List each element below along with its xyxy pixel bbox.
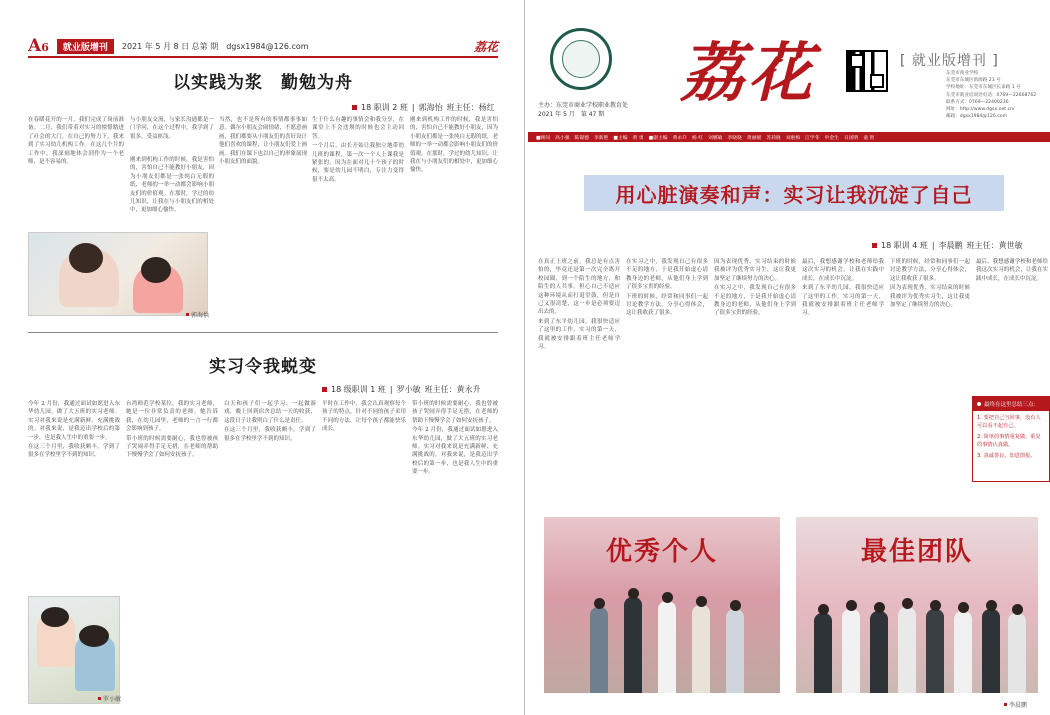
header-logo: 荔花 [473, 39, 498, 54]
email: dgsx1984@126.com [226, 41, 309, 51]
article1-photo-caption: 郭海怡 [186, 310, 209, 319]
article2-photo [28, 596, 120, 704]
school-emblem-icon [550, 28, 612, 90]
article2-col1: 今年 2 月份，我通过面试如愿进入东华幼儿园，做了大五班的实习老师。实习对我来说是充满新鲜、充满挑战的。对我来说，是我迈出学校后的第一步，也是我人生中的重要一步。 在这三个月里，我收获颇丰。学到了很多在学校里学不到的知识。 [28, 401, 120, 459]
summary-item: 3. 真诚善良，知恩图报。 [977, 453, 1036, 459]
article-col2: 在实习之中，我发现自己有很多不足的地方，于是我开始虚心请教身边的老师，从他们身上学到了很多宝贵的经验。 下班的时候，经常和同事们一起讨论教学方法，分享心得体会，这让我收获了很多。 [626, 259, 708, 317]
photo-person [870, 611, 888, 693]
article2-title: 实习令我蜕变 [209, 357, 317, 377]
article2-col4: 平时在工作中，我会认真观察每个孩子的特点，针对不同的孩子采用不同的方法，让每个孩子都能快乐成长。 [322, 401, 406, 433]
qr-code-icon [846, 50, 888, 92]
article1-col4: 生于什么有趣的事情会和我分享，在课堂上不会违规的时候也会主动回答。 一个月后，由长开始让我独立地带幼儿班的课程，第一次一个人上课我是紧张的，因为在面对几十个孩子的时候，要是幼儿园不明白，专注力变得很不太高。 [312, 117, 404, 183]
photo-person [842, 609, 860, 693]
photo-person [692, 605, 710, 693]
photo-best-team [796, 517, 1038, 693]
article1-col3: 当然，也不是所有的事情都事事如意。偶尔小朋友会闹情绪，不愿意画画，我们都要从小朋友们的喜好设计他们喜欢的课程，让小朋友们爱上画画。我们在课下也以自己的形象展现小朋友们的面貌。 [219, 117, 307, 166]
photo-person [954, 611, 972, 693]
photo-person-head [958, 602, 969, 613]
page-number: A6 [28, 36, 49, 56]
photo-person-head [594, 598, 605, 609]
photo-figure-hair [41, 607, 69, 627]
byline-marker-icon [322, 387, 327, 392]
contact-info: 东莞市商业学校 东莞市东城区新源路 23 号 学校地址：东莞市东城区长泰路 1 号 东莞市就业培训处电话：0769—22668762 联系方式：0769—22400236 网址：http://www.dgsx.net.cn/ 邮箱：dgsx1984@126.com [946, 71, 1037, 120]
article1-byline: 18 职训 2 班 | 郭海怡 班主任：杨红 [352, 102, 495, 113]
issue-line: 2021 年 5 月 第 47 期 [538, 111, 605, 118]
photo-person-head [930, 600, 941, 611]
photo-label: 优秀个人 [605, 537, 718, 567]
article-title: 用心脏演奏和声：实习让我沉淀了自己 [584, 175, 1004, 211]
byline-marker-icon [872, 243, 877, 248]
sponsor-line: 主办：东莞市商业学校职业教育处 [538, 102, 629, 109]
article2-photo-caption: 罗小敏 [98, 694, 121, 703]
article1-col1: 在春暖花开的一月，我们完成了岗前准备。二月，我们带着对实习的憧憬踏进了社会的大门，在自己的努力下，我来到了实习幼儿机构工作。在这几个月的工作中，我深刻地体会到作为一个老师，是不容易的。 [28, 117, 124, 166]
photo-figure-teacher-hair [79, 625, 109, 647]
summary-heading: 最终在这里总结三点： [973, 397, 1049, 411]
photo-person-head [986, 600, 997, 611]
section-label: 就业版增刊 [57, 39, 114, 54]
photo-person-head [628, 588, 639, 599]
photo-person [1008, 613, 1026, 693]
summary-item: 2. 简单的事情重复做，重复的事情认真做。 [977, 434, 1041, 448]
article1-col2b: 刚来到机构工作的时候，我是害怕的，害怕自己不能教好小朋友，因为小朋友们都是一张纯白无瑕的纸，老师的一举一动都会影响小朋友们的价值观。在那时，学过的幼儿知识，让我在与小朋友们的相处中，更加细心愉快。 [130, 157, 214, 214]
article-col6: 最后，我想感谢学校和老师给我这次实习的机会，让我在实践中成长，在成长中沉淀。 [976, 259, 1048, 282]
photo-person [982, 609, 1000, 693]
caption-marker-icon [1004, 703, 1007, 706]
header-rule [28, 56, 498, 58]
masthead [528, 0, 1050, 132]
bullet-icon [977, 402, 981, 406]
caption-marker-icon [186, 313, 189, 316]
photo-person [726, 609, 744, 693]
caption-marker-icon [98, 697, 101, 700]
photo-figure-hair [69, 243, 103, 273]
photo-person [926, 609, 944, 693]
article1-col5: 刚来到机构工作的时候，我是害怕的，害怕自己不能教好小朋友，因为小朋友们都是一张纯白无瑕的纸，老师的一举一动都会影响小朋友们的价值观。在那时，学过的幼儿知识，让我在与小朋友们的相处中，更加细心愉快。 [410, 117, 498, 174]
photo-person [658, 601, 676, 693]
photo-person-head [874, 602, 885, 613]
summary-box [972, 396, 1050, 482]
masthead-brand: 荔花 [680, 36, 816, 111]
photo-person-head [902, 598, 913, 609]
editorial-bar: ■顾问 高小强 陈锦德 李新艳 ■主编 黄 勇 ■副主编 黄永升 杨 红 刘娜敏 李晓晓 黄丽媛 苏莉晓 刘惠梅 江学冬 申金生 日国明 童 智 [528, 132, 1050, 142]
article-col4: 最后，我想感谢学校和老师给我这次实习的机会，让我在实践中成长，在成长中沉淀。 来到了东平幼儿园，我很快适应了这里的工作。实习的第一天，我就被安排跟着班主任老师学习。 [802, 259, 884, 317]
photo-person [590, 607, 608, 693]
article-col5: 下班的时候，经常和同事们一起讨论教学方法，分享心得体会，这让我收获了很多。 因为表现优秀，实习结束的时候我被评为优秀实习生，这让我更加坚定了继续努力的决心。 [890, 259, 970, 309]
photo-person [624, 597, 642, 693]
photo-person-head [730, 600, 741, 611]
photo-person [814, 613, 832, 693]
photo-person-head [696, 596, 707, 607]
article2-col2: 台湾师范学校某位，我的实习老师，她是一位非常负责的老师。她告诉我，在幼儿园里，老师的一言一行都会影响到孩子。 带小班的时候需要耐心，我也曾被孩子哭闹弄得手足无措，在老师的帮助下慢慢学会了如何安抚孩子。 [126, 401, 218, 459]
article2-col5: 带小班的时候需要耐心，我也曾被孩子哭闹弄得手足无措，在老师的帮助下慢慢学会了如何安抚孩子。 今年 2 月份，我通过面试如愿进入东华幼儿园，做了大五班的实习老师。实习对我来说是充满新鲜、充满挑战的。对我来说，是我迈出学校后的第一步，也是我人生中的重要一步。 [412, 401, 498, 476]
edition-label: [ 就业版增刊 ] [900, 53, 999, 69]
summary-item: 1. 要把自己当回事，没有人可以看不起自己。 [977, 415, 1041, 429]
date-line: 2021 年 5 月 8 日 总第 期 [121, 41, 219, 51]
photo-caption: 李晨鹏 [1004, 700, 1027, 709]
article1-photo [28, 232, 208, 316]
photo-person [898, 607, 916, 693]
article2-col3: 白天和孩子们一起学习、一起做游戏，晚上回到宿舍总结一天的收获，这段日子让我明白了什么是责任。 在这三个月里，我收获颇丰。学到了很多在学校里学不到的知识。 [224, 401, 316, 442]
article1-title: 以实践为浆 勤勉为舟 [173, 73, 353, 93]
photo-person-head [818, 604, 829, 615]
article-col1: 在真正上班之前，我总是有点害怕的，毕竟还是第一次完全离开校园圈，到一个陌生的地方，和陌生的人共事。担心自己不适应这种环境从而打退堂鼓，但是自己又很清楚，这一步是必须要迈出去的。 来到了东平幼儿园，我很快适应了这里的工作。实习的第一天，我就被安排跟着班主任老师学习。 [538, 259, 620, 351]
article2-byline: 18 级职训 1 班 | 罗小敏 班主任：黄永升 [322, 384, 481, 395]
article1-col2: 与小朋友交流，与家长沟通都是一门学问，在这个过程中，我学到了很多，受益匪浅。 [130, 117, 214, 140]
section-divider [28, 332, 498, 333]
photo-person-head [662, 592, 673, 603]
right-page [528, 0, 1050, 715]
photo-figure-child-hair [141, 257, 171, 283]
byline-marker-icon [352, 105, 357, 110]
article-byline: 18 职训 4 班 | 李晨鹏 班主任：黄世敏 [872, 240, 1023, 251]
article-col3: 因为表现优秀，实习结束的时候我被评为优秀实习生，这让我更加坚定了继续努力的决心。 在实习之中，我发现自己有很多不足的地方，于是我开始虚心请教身边的老师，从他们身上学到了很多宝贵的经验。 [714, 259, 796, 317]
photo-outstanding-individual [544, 517, 780, 693]
left-page-header [28, 38, 498, 54]
photo-person-head [846, 600, 857, 611]
photo-label: 最佳团队 [860, 537, 973, 567]
photo-person-head [1012, 604, 1023, 615]
